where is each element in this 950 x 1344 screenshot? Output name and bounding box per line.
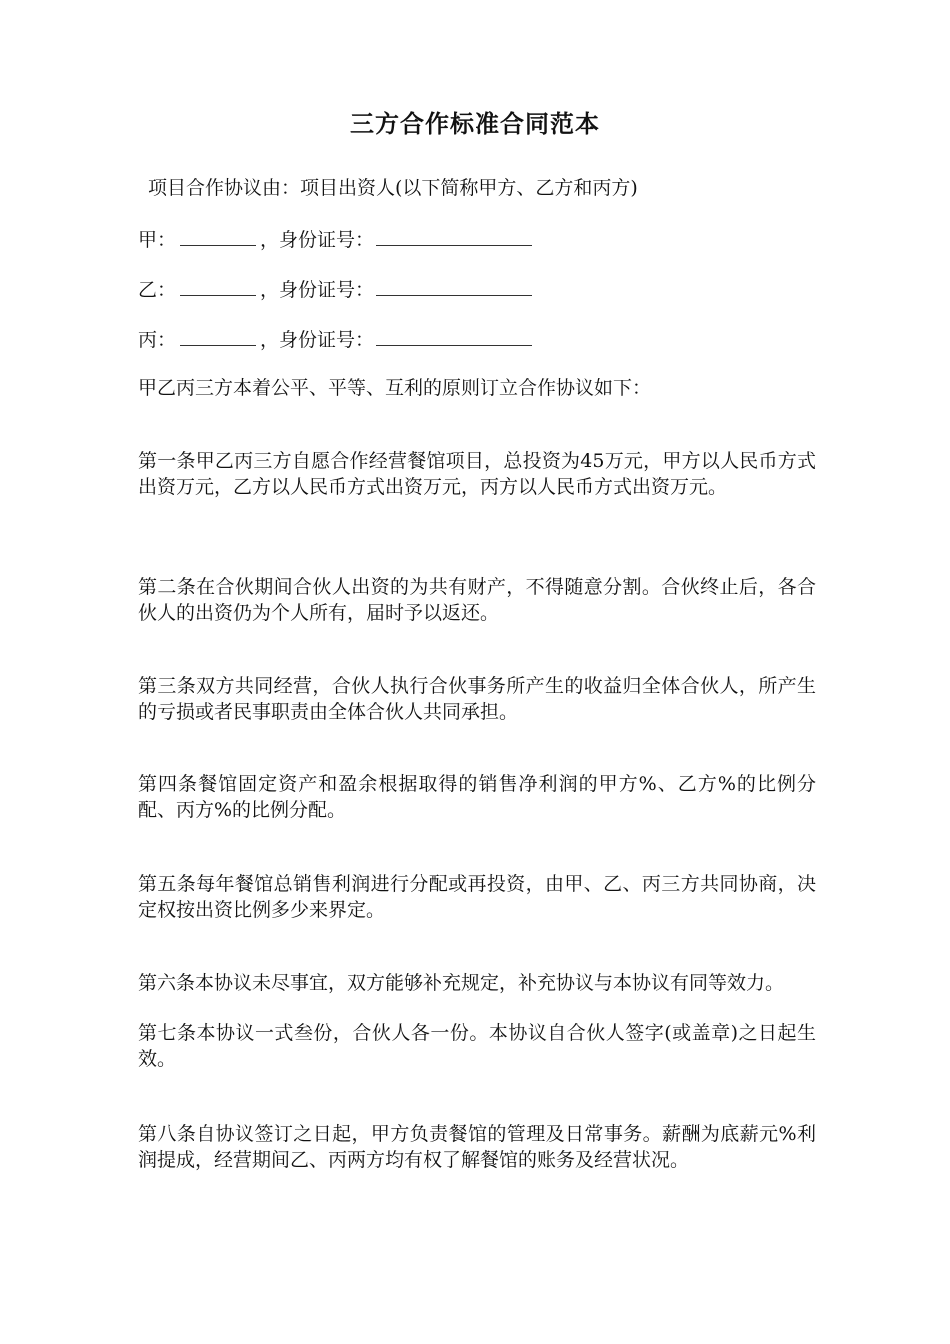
party-label: 乙：: [138, 279, 177, 301]
article-1: 第一条甲乙丙三方自愿合作经营餐馆项目，总投资为45万元，甲方以人民币方式出资万元，乙方以人民币方式出资万元，丙方以人民币方式出资万元。: [138, 450, 816, 498]
article-7: 第七条本协议一式叁份，合伙人各一份。本协议自合伙人签字(或盖章)之日起生效。: [138, 1022, 816, 1070]
name-blank: [180, 275, 256, 296]
party-line-yi: [138, 275, 818, 303]
article-6: 第六条本协议未尽事宜，双方能够补充规定，补充协议与本协议有同等效力。: [138, 972, 785, 994]
article-8: 第八条自协议签订之日起，甲方负责餐馆的管理及日常事务。薪酬为底薪元%利润提成，经营期间乙、丙两方均有权了解餐馆的账务及经营状况。: [138, 1123, 816, 1171]
id-label: ，身份证号：: [260, 329, 375, 351]
document-title: 三方合作标准合同范本: [350, 109, 600, 138]
id-label: ，身份证号：: [260, 279, 375, 301]
party-label: 甲：: [138, 229, 177, 251]
party-label: 丙：: [138, 329, 177, 351]
id-number-blank: [376, 275, 532, 296]
article-5: 第五条每年餐馆总销售利润进行分配或再投资，由甲、乙、丙三方共同协商，决定权按出资比例多少来界定。: [138, 873, 816, 921]
id-number-blank: [376, 325, 532, 346]
intro-line: 项目合作协议由：项目出资人(以下简称甲方、乙方和丙方): [148, 177, 638, 199]
article-4: 第四条餐馆固定资产和盈余根据取得的销售净利润的甲方%、乙方%的比例分配、丙方%的比例分配。: [138, 773, 816, 821]
name-blank: [180, 225, 256, 246]
article-2: 第二条在合伙期间合伙人出资的为共有财产，不得随意分割。合伙终止后，各合伙人的出资仍为个人所有，届时予以返还。: [138, 576, 816, 624]
preamble-line: 甲乙丙三方本着公平、平等、互利的原则订立合作协议如下：: [138, 377, 652, 399]
article-3: 第三条双方共同经营，合伙人执行合伙事务所产生的收益归全体合伙人，所产生的亏损或者民事职责由全体合伙人共同承担。: [138, 675, 816, 723]
name-blank: [180, 325, 256, 346]
id-number-blank: [376, 225, 532, 246]
party-line-bing: [138, 325, 818, 353]
party-line-jia: [138, 225, 818, 253]
id-label: ，身份证号：: [260, 229, 375, 251]
